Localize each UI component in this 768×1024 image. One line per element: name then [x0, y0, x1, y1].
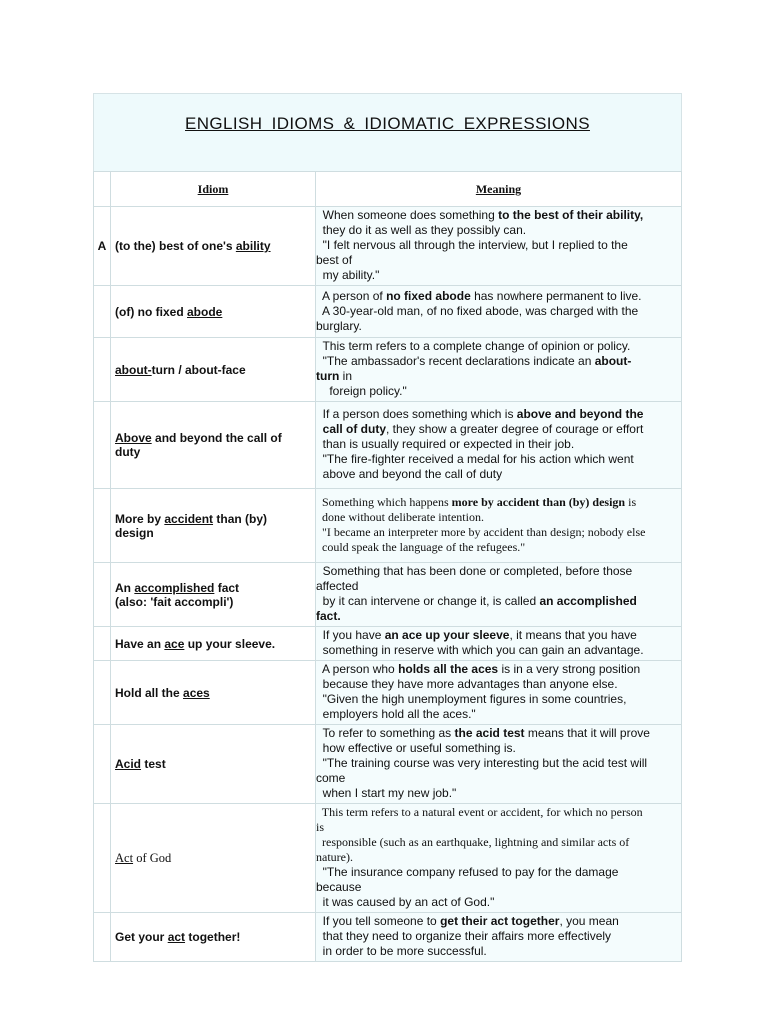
- text-segment: up your sleeve.: [184, 636, 276, 651]
- meaning-line: [316, 643, 679, 658]
- idiom-cell: [111, 286, 316, 338]
- text-segment: [316, 422, 323, 436]
- meaning-cell: [316, 804, 682, 913]
- text-segment: act: [167, 930, 186, 944]
- text-segment: "The ambassador's recent declarations indicate an: [316, 354, 595, 368]
- meaning-line: [316, 467, 679, 482]
- text-segment: If a person does something which is: [316, 407, 517, 421]
- meaning-line: [316, 223, 679, 238]
- idiom-cell: [111, 804, 316, 913]
- text-segment: abode: [187, 304, 223, 319]
- idiom-cell: [111, 627, 316, 661]
- meaning-line: [316, 835, 679, 850]
- text-segment: call of duty: [322, 422, 387, 436]
- meaning-line: [316, 339, 679, 354]
- meaning-line: [316, 880, 679, 895]
- meaning-line: [316, 437, 679, 452]
- meaning-cell: [316, 489, 682, 563]
- text-segment: accomplished: [134, 580, 215, 595]
- text-segment: by it can intervene or change it, is called: [316, 594, 540, 608]
- meaning-line: [316, 289, 679, 304]
- text-segment: More by: [115, 511, 165, 526]
- meaning-line: [316, 253, 679, 268]
- text-segment: above and beyond the: [516, 407, 644, 421]
- meaning-line: [316, 495, 679, 510]
- text-segment: could speak the language of the refugees.": [316, 540, 526, 554]
- text-segment: is: [625, 495, 637, 509]
- meaning-line: [316, 726, 679, 741]
- text-segment: turn / about-face: [151, 362, 246, 377]
- meaning-line: [316, 540, 679, 555]
- table-row: [94, 338, 682, 402]
- meaning-line: [316, 865, 679, 880]
- text-segment: "The fire-fighter received a medal for his action which went: [316, 452, 634, 466]
- meaning-header: Meaning: [316, 172, 682, 207]
- text-segment: fact.: [316, 609, 341, 623]
- text-segment: burglary.: [316, 318, 362, 333]
- row-letter: [94, 725, 111, 804]
- text-segment: A person of: [316, 288, 387, 303]
- text-segment: and beyond the call of: [151, 431, 282, 445]
- text-segment: come: [316, 771, 346, 785]
- row-letter: [94, 627, 111, 661]
- meaning-line: [316, 354, 679, 369]
- meaning-cell: [316, 207, 682, 286]
- meaning-line: [316, 594, 679, 609]
- text-segment: ability: [235, 239, 271, 253]
- text-segment: responsible (such as an earthquake, lightning and similar acts of: [316, 835, 630, 849]
- meaning-cell: [316, 661, 682, 725]
- text-segment: above and beyond the call of duty: [316, 467, 503, 481]
- table-row: [94, 286, 682, 338]
- text-segment: is in a very strong position: [498, 662, 641, 676]
- title-box: [93, 93, 682, 171]
- text-segment: done without deliberate intention.: [316, 510, 484, 524]
- meaning-line: [316, 677, 679, 692]
- text-segment: the acid test: [454, 726, 525, 740]
- row-letter: [94, 402, 111, 489]
- meaning-line: [316, 771, 679, 786]
- text-segment: Acid: [115, 757, 142, 771]
- meaning-line: [316, 510, 679, 525]
- meaning-cell: [316, 286, 682, 338]
- text-segment: in: [339, 369, 353, 383]
- meaning-line: [316, 628, 679, 643]
- text-segment: (of) no fixed: [115, 304, 187, 319]
- meaning-line: [316, 304, 679, 319]
- table-row: [94, 489, 682, 563]
- meaning-line: [316, 662, 679, 677]
- text-segment: test: [141, 757, 166, 771]
- meaning-cell: [316, 725, 682, 804]
- text-segment: than (by): [213, 511, 268, 526]
- idiom-cell: [111, 661, 316, 725]
- meaning-line: [316, 238, 679, 253]
- text-segment: it was caused by an act of God.": [316, 895, 495, 909]
- text-segment: because they have more advantages than anyone else.: [316, 677, 618, 691]
- letter-header: [94, 172, 111, 207]
- text-segment: no fixed abode: [386, 288, 471, 303]
- meaning-cell: [316, 402, 682, 489]
- meaning-line: [316, 609, 679, 624]
- text-segment: to the best of their ability,: [498, 208, 644, 222]
- text-segment: in order to be more successful.: [316, 944, 487, 958]
- meaning-cell: [316, 338, 682, 402]
- text-segment: "I became an interpreter more by accident than design; nobody else: [316, 525, 646, 539]
- text-segment: Something that has been done or completed, before those: [316, 564, 633, 578]
- text-segment: holds all the aces: [398, 662, 499, 676]
- text-segment: means that it will prove: [524, 726, 650, 740]
- text-segment: Something which happens: [316, 495, 452, 509]
- document: [93, 93, 682, 962]
- page-title: ENGLISH IDIOMS & IDIOMATIC EXPRESSIONS: [185, 114, 590, 133]
- text-segment: foreign policy.": [316, 384, 407, 398]
- text-segment: more by accident than (by) design: [451, 495, 626, 509]
- meaning-line: [316, 756, 679, 771]
- idiom-cell: [111, 563, 316, 627]
- text-segment: This term refers to a natural event or accident, for which no person: [316, 805, 643, 819]
- idiom-cell: [111, 725, 316, 804]
- table-row: [94, 207, 682, 286]
- table-row: [94, 725, 682, 804]
- text-segment: This term refers to a complete change of opinion or policy.: [316, 339, 631, 353]
- meaning-cell: [316, 563, 682, 627]
- text-segment: turn: [316, 369, 340, 383]
- meaning-line: [316, 820, 679, 835]
- text-segment: "The training course was very interesting but the acid test will: [316, 756, 648, 770]
- text-segment: "Given the high unemployment figures in some countries,: [316, 692, 627, 706]
- meaning-line: [316, 268, 679, 283]
- text-segment: is: [316, 820, 325, 834]
- text-segment: Have an: [115, 636, 165, 651]
- text-segment: Get your: [115, 930, 168, 944]
- meaning-cell: [316, 913, 682, 962]
- table-row: [94, 402, 682, 489]
- text-segment: an ace up your sleeve: [384, 628, 510, 642]
- text-segment: Hold all the: [115, 685, 184, 700]
- text-segment: about-: [115, 362, 152, 377]
- text-segment: accident: [164, 511, 214, 526]
- meaning-cell: [316, 627, 682, 661]
- text-segment: (also: 'fait accompli'): [115, 594, 234, 609]
- text-segment: an accomplished: [539, 594, 637, 608]
- text-segment: together!: [185, 930, 241, 944]
- text-segment: Above: [115, 431, 152, 445]
- text-segment: ace: [164, 636, 185, 651]
- meaning-line: [316, 786, 679, 801]
- meaning-line: [316, 707, 679, 722]
- text-segment: A 30-year-old man, of no fixed abode, was charged with the: [316, 303, 639, 318]
- meaning-line: [316, 564, 679, 579]
- meaning-line: [316, 384, 679, 399]
- table-header-row: [94, 172, 682, 207]
- meaning-line: [316, 579, 679, 594]
- row-letter: [94, 804, 111, 913]
- text-segment: get their act together: [440, 914, 560, 928]
- text-segment: of God: [133, 850, 172, 865]
- text-segment: because: [316, 880, 362, 894]
- text-segment: , they show a greater degree of courage or effort: [386, 422, 644, 436]
- meaning-line: [316, 369, 679, 384]
- row-letter: [94, 661, 111, 725]
- meaning-line: [316, 692, 679, 707]
- table-row: [94, 627, 682, 661]
- meaning-line: [316, 407, 679, 422]
- text-segment: that they need to organize their affairs more effectively: [316, 929, 612, 943]
- idiom-cell: [111, 913, 316, 962]
- row-letter: [94, 563, 111, 627]
- text-segment: "I felt nervous all through the interview, but I replied to the: [316, 238, 628, 252]
- text-segment: To refer to something as: [316, 726, 455, 740]
- text-segment: An: [115, 580, 135, 595]
- text-segment: If you tell someone to: [316, 914, 441, 928]
- text-segment: they do it as well as they possibly can.: [316, 223, 527, 237]
- meaning-line: [316, 452, 679, 467]
- text-segment: about-: [594, 354, 632, 368]
- idiom-cell: [111, 207, 316, 286]
- meaning-line: [316, 741, 679, 756]
- text-segment: If you have: [316, 628, 385, 642]
- text-segment: than is usually required or expected in their job.: [316, 437, 575, 451]
- text-segment: best of: [316, 253, 353, 267]
- text-segment: fact: [214, 580, 240, 595]
- table-row: [94, 804, 682, 913]
- text-segment: (to the) best of one's: [115, 239, 236, 253]
- meaning-line: [316, 525, 679, 540]
- text-segment: my ability.": [316, 268, 380, 282]
- text-segment: , it means that you have: [509, 628, 637, 642]
- table-row: [94, 913, 682, 962]
- meaning-line: [316, 944, 679, 959]
- text-segment: has nowhere permanent to live.: [470, 288, 642, 303]
- meaning-line: [316, 929, 679, 944]
- idiom-cell: [111, 489, 316, 563]
- text-segment: aces: [183, 685, 210, 700]
- table-row: [94, 563, 682, 627]
- meaning-line: [316, 914, 679, 929]
- meaning-line: [316, 208, 679, 223]
- text-segment: when I start my new job.": [316, 786, 457, 800]
- text-segment: how effective or useful something is.: [316, 741, 516, 755]
- meaning-line: [316, 850, 679, 865]
- text-segment: something in reserve with which you can gain an advantage.: [316, 643, 644, 657]
- meaning-line: [316, 319, 679, 334]
- row-letter: [94, 489, 111, 563]
- text-segment: design: [115, 525, 154, 540]
- text-segment: , you mean: [559, 914, 619, 928]
- idiom-cell: [111, 338, 316, 402]
- text-segment: employers hold all the aces.": [316, 707, 476, 721]
- text-segment: Act: [115, 850, 134, 865]
- meaning-line: [316, 895, 679, 910]
- table-row: [94, 661, 682, 725]
- row-letter: [94, 913, 111, 962]
- text-segment: nature).: [316, 850, 353, 864]
- idioms-table: [93, 171, 682, 962]
- idiom-header: Idiom: [111, 172, 316, 207]
- text-segment: "The insurance company refused to pay for the damage: [316, 865, 619, 879]
- text-segment: duty: [115, 445, 141, 459]
- row-letter: [94, 286, 111, 338]
- row-letter: A: [94, 207, 111, 286]
- row-letter: [94, 338, 111, 402]
- text-segment: A person who: [316, 662, 399, 676]
- meaning-line: [316, 422, 679, 437]
- text-segment: affected: [316, 579, 359, 593]
- meaning-line: [316, 805, 679, 820]
- text-segment: When someone does something: [316, 208, 499, 222]
- idiom-cell: [111, 402, 316, 489]
